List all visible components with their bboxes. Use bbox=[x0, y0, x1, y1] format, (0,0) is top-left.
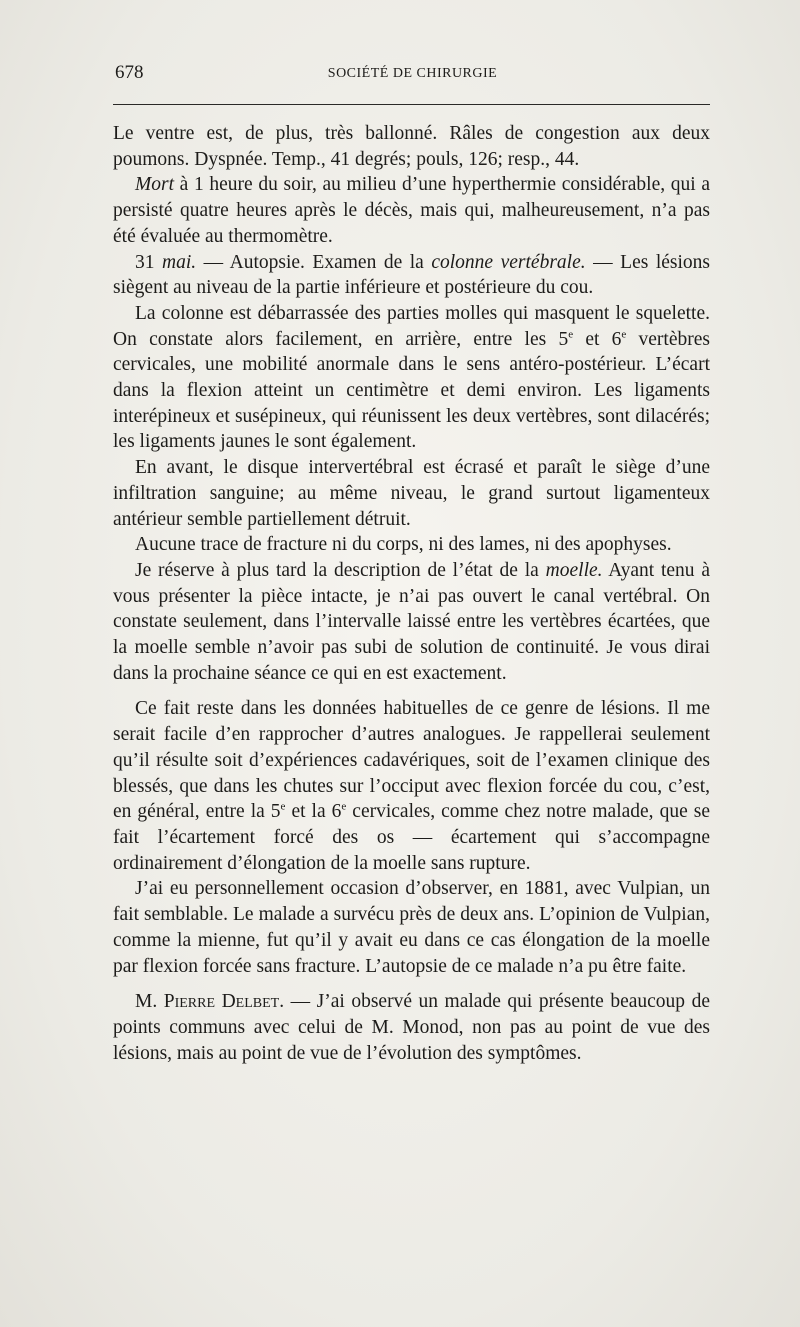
paragraph-text: vertèbres cervicales, une mobilité anormale dans le sens antéro-postérieur. L’écart dans la flexion atteint un centimètre et demi environ. Les ligaments interépineux et susépineux, qui réunissent les deux vertèbres, sont dilacérés; les ligaments jaunes le sont également. bbox=[113, 328, 710, 453]
paragraph-text: — Les lésions siègent au niveau de la partie inférieure et postérieure du cou. bbox=[113, 251, 711, 299]
paragraph-text: Le ventre est, de plus, très ballonné. Râles de congestion aux deux poumons. Dyspnée. Temp., 41 degrés; pouls, 126; resp., 44. bbox=[113, 123, 710, 170]
speaker-name: M. Pierre Delbet. bbox=[135, 991, 285, 1013]
paragraph-je-reserve bbox=[113, 558, 710, 687]
paragraph-text: à 1 heure du soir, au milieu d’une hyperthermie considérable, qui a persisté quatre heures après le décès, mais qui, malheureusement, n’a pas été évaluée au thermomètre. bbox=[113, 174, 710, 247]
paragraph-text: Ayant tenu à vous présenter la pièce intacte, je n’ai pas ouvert le canal vertébral. On constate seulement, dans l’intervalle laissé entre les vertèbres écartées, que la moelle semble n’avoir pas subi de solution de continuité. Je vous dirai dans la prochaine séance ce qui en est exactement. bbox=[113, 559, 710, 684]
paragraph-vulpian bbox=[113, 876, 710, 979]
page-header bbox=[115, 62, 710, 92]
paragraph-text: — Autopsie. Examen de la bbox=[196, 251, 432, 273]
paragraph-colonne bbox=[113, 301, 710, 455]
header-rule bbox=[113, 104, 710, 105]
paragraph-text: J’ai eu personnellement occasion d’observer, en 1881, avec Vulpian, un fait semblable. Le malade a survécu près de deux ans. L’opinion de Vulpian, comme la mienne, fut qu’il y avait eu dans ce cas élongation de la moelle par flexion forcée sans fracture. L’autopsie de ce malade n’a pu être faite. bbox=[113, 878, 710, 977]
italic-colonne: colonne vertébrale. bbox=[431, 251, 586, 273]
paragraph-delbet bbox=[113, 989, 710, 1066]
paragraph-text: Ce fait reste dans les données habituelles de ce genre de lésions. Il me serait facile d’en rapprocher d’autres analogues. Je rappellerai seulement qu’il résulte soit d’expériences cadavériques, soit de l’examen clinique des blessés, que dans les chutes sur l’occiput avec flexion forcée du cou, c’est, en général, entre la 5 bbox=[113, 698, 710, 823]
page-number: 678 bbox=[115, 62, 144, 83]
paragraph-text: et la 6 bbox=[285, 801, 342, 823]
paragraph-text: La colonne est débarrassée des parties molles qui masquent le squelette. On constate alors facilement, en arrière, entre les 5 bbox=[113, 302, 710, 350]
paragraph-autopsie bbox=[113, 250, 710, 301]
paragraph-aucune-trace bbox=[113, 532, 710, 558]
paragraph-ventre bbox=[113, 121, 710, 172]
paragraph-text: et 6 bbox=[573, 328, 622, 350]
superscript: e bbox=[568, 328, 574, 341]
date-number: 31 bbox=[135, 251, 155, 273]
paragraph-text: cervicales, comme chez notre malade, que se fait l’écartement forcé des os — écartement qui s’accompagne ordinairement d’élongation de la moelle sans rupture. bbox=[113, 801, 710, 874]
italic-moelle: moelle. bbox=[545, 559, 603, 581]
body-text bbox=[113, 121, 710, 1066]
paragraph-mort bbox=[113, 172, 710, 249]
paragraph-en-avant bbox=[113, 455, 710, 532]
italic-mort: Mort bbox=[135, 174, 174, 196]
running-head: SOCIÉTÉ DE CHIRURGIE bbox=[327, 66, 498, 81]
paragraph-text: Je réserve à plus tard la description de l’état de la bbox=[135, 559, 546, 581]
paragraph-text: — J’ai observé un malade qui présente beaucoup de points communs avec celui de M. Monod, non pas au point de vue des lésions, mais au point de vue de l’évolution des symptômes. bbox=[113, 991, 710, 1064]
superscript: e bbox=[621, 328, 627, 341]
italic-date-month: mai. bbox=[162, 251, 197, 273]
superscript: e bbox=[341, 800, 347, 813]
superscript: e bbox=[280, 800, 286, 813]
paragraph-text: En avant, le disque intervertébral est écrasé et paraît le siège d’une infiltration sanguine; au même niveau, le grand surtout ligamenteux antérieur semble partiellement détruit. bbox=[113, 457, 710, 530]
paragraph-ce-fait bbox=[113, 696, 710, 876]
paragraph-text: Aucune trace de fracture ni du corps, ni des lames, ni des apophyses. bbox=[135, 534, 672, 556]
